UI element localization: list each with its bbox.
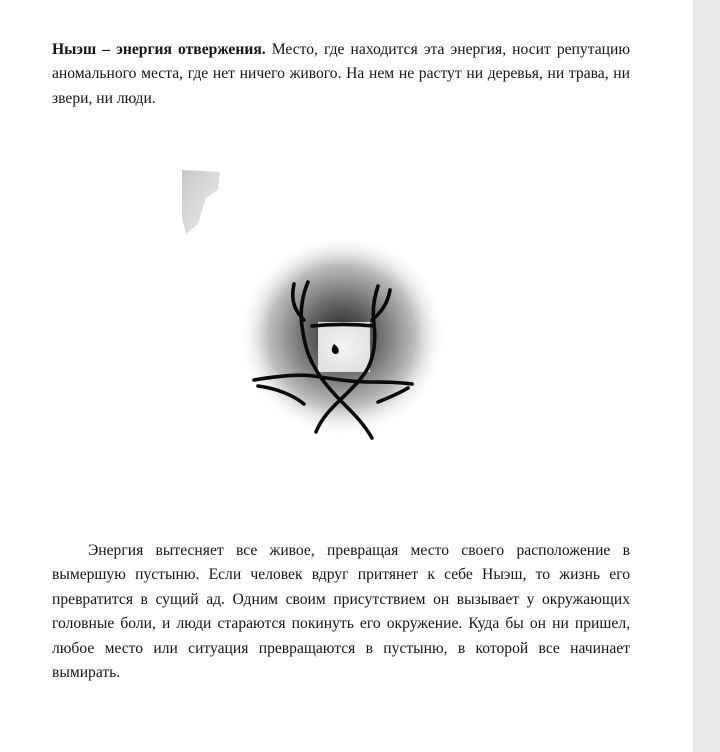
- paragraph-definition: [52, 38, 630, 111]
- description-text: Энергия вытесняет все живое, превращая место своего расположение в вымершую пустыню. Если человек вдруг притянет к себе Ныэш, то жизнь его превратится в сущий ад. Одним своим присутствием он вызывает у окружающих головные боли, и люди стараются покинуть его окружение. Куда бы он ни пришел, любое место или ситуация превращаются в пустыню, в которой все начинает вымирать.: [52, 542, 630, 682]
- viewer-margin: [693, 0, 720, 752]
- energy-symbol-icon: [222, 226, 462, 466]
- term-heading: Ныэш – энергия отвержения.: [52, 41, 266, 58]
- definition-text: Место, где находится эта энергия, носит репутацию аномального места, где нет ничего живого. На нем не растут ни деревья, ни трава, ни звери, ни люди.: [52, 41, 630, 107]
- scan-smudge: [180, 168, 222, 236]
- paragraph-description: [52, 539, 630, 685]
